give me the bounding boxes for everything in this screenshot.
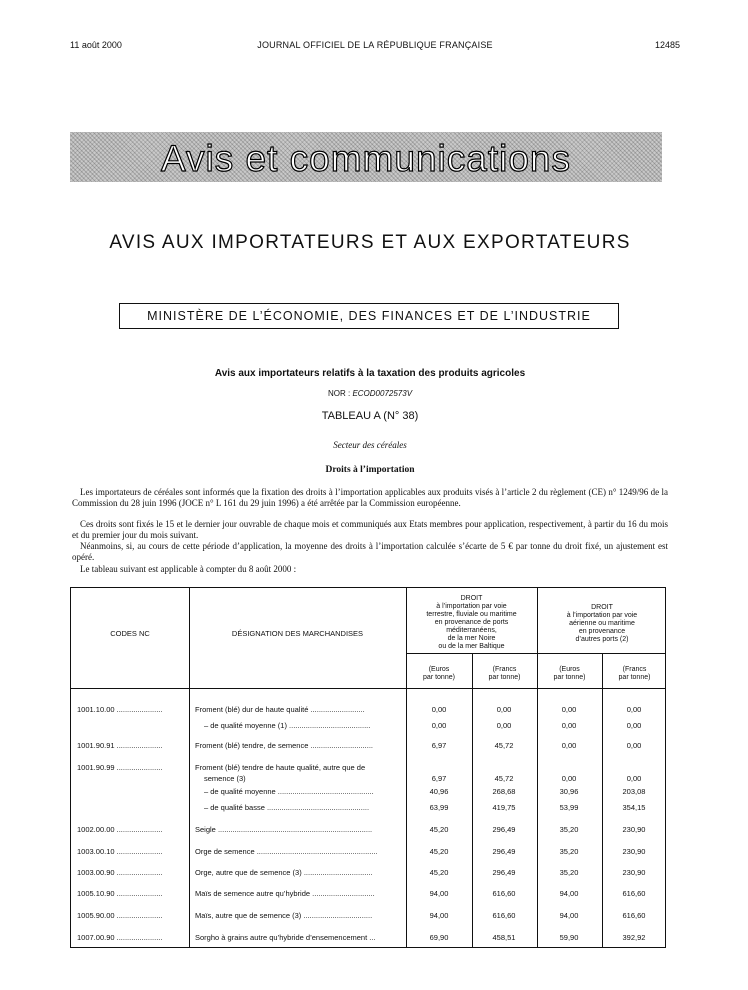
duty-value: 45,72 [494, 774, 514, 783]
duty-value: 0,00 [561, 721, 577, 730]
duty-value: 0,00 [431, 721, 447, 730]
paragraph: Le tableau suivant est applicable à compter du 8 août 2000 : [80, 564, 297, 574]
designation-cell: – de qualité basse ................................................. [204, 803, 370, 812]
code-text: 1005.90.00 [77, 911, 115, 920]
header-line: de la mer Noire [447, 635, 496, 642]
duty-value: 6,97 [431, 741, 447, 750]
duty-value: 354,15 [622, 803, 646, 812]
duty-value: 53,99 [559, 803, 579, 812]
designation-text: Seigle [195, 825, 216, 834]
header-unit-euros [537, 666, 602, 682]
duty-value: 616,60 [492, 911, 516, 920]
code-text: 1001.90.99 [77, 763, 115, 772]
designation-text: – de qualité moyenne [204, 787, 276, 796]
duty-value: 0,00 [561, 774, 577, 783]
ministry-box: MINISTÈRE DE L’ÉCONOMIE, DES FINANCES ET DE L’INDUSTRIE [119, 303, 619, 329]
code-text: 1003.00.90 [77, 868, 115, 877]
header-unit-francs [472, 666, 537, 682]
designation-cell [195, 763, 365, 772]
duty-value: 419,75 [492, 803, 516, 812]
running-header [70, 40, 680, 54]
code-text: 1002.00.00 [77, 825, 115, 834]
code-cell: 1001.10.00 ...................... [77, 705, 163, 714]
duty-value: 0,00 [431, 705, 447, 714]
designation-text: – de qualité basse [204, 803, 265, 812]
duty-value: 45,20 [429, 868, 449, 877]
code-cell: 1005.10.90 ...................... [77, 889, 163, 898]
header-divider [71, 688, 665, 689]
column-divider [189, 588, 190, 947]
designation-cell: Orge, autre que de semence (3) ................................. [195, 868, 373, 877]
page-number: 12485 [654, 40, 680, 50]
designation-text: Maïs, autre que de semence (3) [195, 911, 302, 920]
duty-value: 616,60 [622, 889, 646, 898]
designation-text: Maïs de semence autre qu’hybride [195, 889, 311, 898]
designation-cell: Froment (blé) tendre, de semence .............................. [195, 741, 373, 750]
designation-text: Froment (blé) tendre, de semence [195, 741, 309, 750]
header-group-other-ports [537, 604, 667, 644]
unit-line: (Francs [492, 666, 517, 673]
duty-value: 45,72 [494, 741, 514, 750]
code-text: 1001.90.91 [77, 741, 115, 750]
duty-value: 0,00 [626, 774, 642, 783]
nor-label: NOR : [327, 389, 351, 398]
header-unit-francs [602, 666, 667, 682]
code-text: 1001.10.00 [77, 705, 115, 714]
duty-value: 203,08 [622, 787, 646, 796]
code-cell: 1007.00.90 ...................... [77, 933, 163, 942]
duty-value: 30,96 [559, 787, 579, 796]
duty-value: 0,00 [626, 705, 642, 714]
duty-value: 230,90 [622, 825, 646, 834]
duty-value: 616,60 [492, 889, 516, 898]
unit-line: par tonne) [618, 674, 651, 681]
header-line: DROIT [591, 604, 613, 611]
unit-line: par tonne) [488, 674, 521, 681]
duty-value: 94,00 [429, 911, 449, 920]
header-line: en provenance de ports [434, 619, 509, 626]
duty-value: 40,96 [429, 787, 449, 796]
header-codes: CODES NC [110, 629, 150, 638]
duty-value: 45,20 [429, 847, 449, 856]
banner-title: Avis et communications [161, 138, 571, 179]
header-line: à l’importation par voie [436, 603, 507, 610]
row-divider [406, 653, 665, 654]
header-line: terrestre, fluviale ou maritime [426, 611, 517, 618]
issue-date: 11 août 2000 [70, 40, 122, 50]
unit-line: par tonne) [423, 674, 455, 681]
nor-value: ECOD0072573V [352, 389, 413, 398]
section-title: AVIS AUX IMPORTATEURS ET AUX EXPORTATEURS [109, 232, 631, 253]
designation-cell: – de qualité moyenne .............................................. [204, 787, 374, 796]
header-line: d’autres ports (2) [575, 636, 629, 643]
header-line: DROIT [460, 595, 483, 602]
duty-value: 63,99 [429, 803, 449, 812]
designation-text: Orge de semence [195, 847, 255, 856]
duty-value: 35,20 [559, 825, 579, 834]
header-line: aérienne ou maritime [569, 620, 635, 627]
code-cell: 1003.00.10 ...................... [77, 847, 163, 856]
header-line: en provenance [578, 628, 626, 635]
duty-value: 296,49 [492, 847, 516, 856]
code-text: 1003.00.10 [77, 847, 115, 856]
duty-value: 268,68 [492, 787, 516, 796]
designation-text: Orge, autre que de semence (3) [195, 868, 302, 877]
duties-table [70, 587, 666, 948]
designation-text: Froment (blé) tendre de haute qualité, autre que de [195, 763, 366, 772]
column-divider [472, 653, 473, 947]
designation-cell: Maïs de semence autre qu’hybride .............................. [195, 889, 375, 898]
paragraph: Ces droits sont fixés le 15 et le dernier jour ouvrable de chaque mois et communiqués aux Etats membres pour application, respectivement, à partir du 16 du mois et du premier jour du mois suivant. [72, 519, 668, 540]
designation-text: Froment (blé) dur de haute qualité [195, 705, 309, 714]
sector-label: Secteur des céréales [333, 440, 407, 450]
tableau-label: TABLEAU A (N° 38) [321, 410, 419, 422]
code-cell: 1005.90.00 ...................... [77, 911, 163, 920]
duty-value: 230,90 [622, 868, 646, 877]
duty-value: 458,51 [492, 933, 516, 942]
header-designation: DÉSIGNATION DES MARCHANDISES [231, 629, 364, 638]
duty-value: 296,49 [492, 825, 516, 834]
designation-continuation [204, 774, 246, 783]
designation-text: semence (3) [204, 774, 246, 783]
duty-value: 35,20 [559, 847, 579, 856]
duty-value: 59,90 [559, 933, 579, 942]
header-unit-euros [406, 666, 472, 682]
unit-line: (Euros [428, 666, 450, 673]
designation-cell: Seigle .......................................................................... [195, 825, 373, 834]
notice-subtitle: Droits à l’importation [325, 465, 415, 475]
duty-value: 392,92 [622, 933, 646, 942]
code-cell: 1001.90.91 ...................... [77, 741, 163, 750]
duty-value: 0,00 [496, 705, 512, 714]
duty-value: 45,20 [429, 825, 449, 834]
paragraph: Les importateurs de céréales sont informés que la fixation des droits à l’importation applicables aux produits visés à l’article 2 du règlement (CE) n° 1249/96 de la Commission du 28 juin 1996 (JOCE n° L 161 du 29 juin 1996) a été arrêtée par la Commission européenne. [72, 487, 668, 508]
duty-value: 94,00 [429, 889, 449, 898]
duty-value: 6,97 [431, 774, 447, 783]
duty-value: 94,00 [559, 911, 579, 920]
code-cell: 1003.00.90 ...................... [77, 868, 163, 877]
designation-text: – de qualité moyenne (1) [204, 721, 287, 730]
header-line: méditerranéens, [446, 627, 497, 634]
duty-value: 616,60 [622, 911, 646, 920]
designation-cell: Sorgho à grains autre qu’hybride d’ensemencement ... [195, 933, 376, 942]
code-text: 1005.10.90 [77, 889, 115, 898]
duty-value: 69,90 [429, 933, 449, 942]
designation-text: Sorgho à grains autre qu’hybride d’ensemencement [195, 933, 368, 942]
designation-cell: Orge de semence .......................................................... [195, 847, 378, 856]
code-text: 1007.00.90 [77, 933, 115, 942]
designation-cell: – de qualité moyenne (1) ....................................... [204, 721, 371, 730]
nor-reference [70, 389, 670, 398]
journal-title: JOURNAL OFFICIEL DE LA RÉPUBLIQUE FRANÇAISE [257, 40, 493, 50]
duty-value: 0,00 [626, 741, 642, 750]
unit-line: par tonne) [553, 674, 586, 681]
column-divider [602, 653, 603, 947]
notice-title: Avis aux importateurs relatifs à la taxation des produits agricoles [214, 368, 526, 379]
code-cell: 1001.90.99 ...................... [77, 763, 163, 772]
unit-line: (Euros [559, 666, 580, 673]
duty-value: 0,00 [561, 705, 577, 714]
unit-line: (Francs [622, 666, 647, 673]
duty-value: 0,00 [561, 741, 577, 750]
paragraph: Néanmoins, si, au cours de cette période d’application, la moyenne des droits à l’importation calculée s’écarte de 5 € par tonne du droit fixé, un ajustement est opéré. [72, 541, 668, 562]
designation-cell: Maïs, autre que de semence (3) ................................. [195, 911, 373, 920]
duty-value: 230,90 [622, 847, 646, 856]
duty-value: 94,00 [559, 889, 579, 898]
designation-cell: Froment (blé) dur de haute qualité .......................... [195, 705, 365, 714]
duty-value: 0,00 [496, 721, 512, 730]
header-group-mediterranean [406, 595, 537, 651]
duty-value: 0,00 [626, 721, 642, 730]
duty-value: 296,49 [492, 868, 516, 877]
header-line: à l’importation par voie [566, 612, 638, 619]
header-line: ou de la mer Baltique [438, 643, 505, 650]
section-banner [70, 132, 662, 182]
duty-value: 35,20 [559, 868, 579, 877]
code-cell: 1002.00.00 ...................... [77, 825, 163, 834]
